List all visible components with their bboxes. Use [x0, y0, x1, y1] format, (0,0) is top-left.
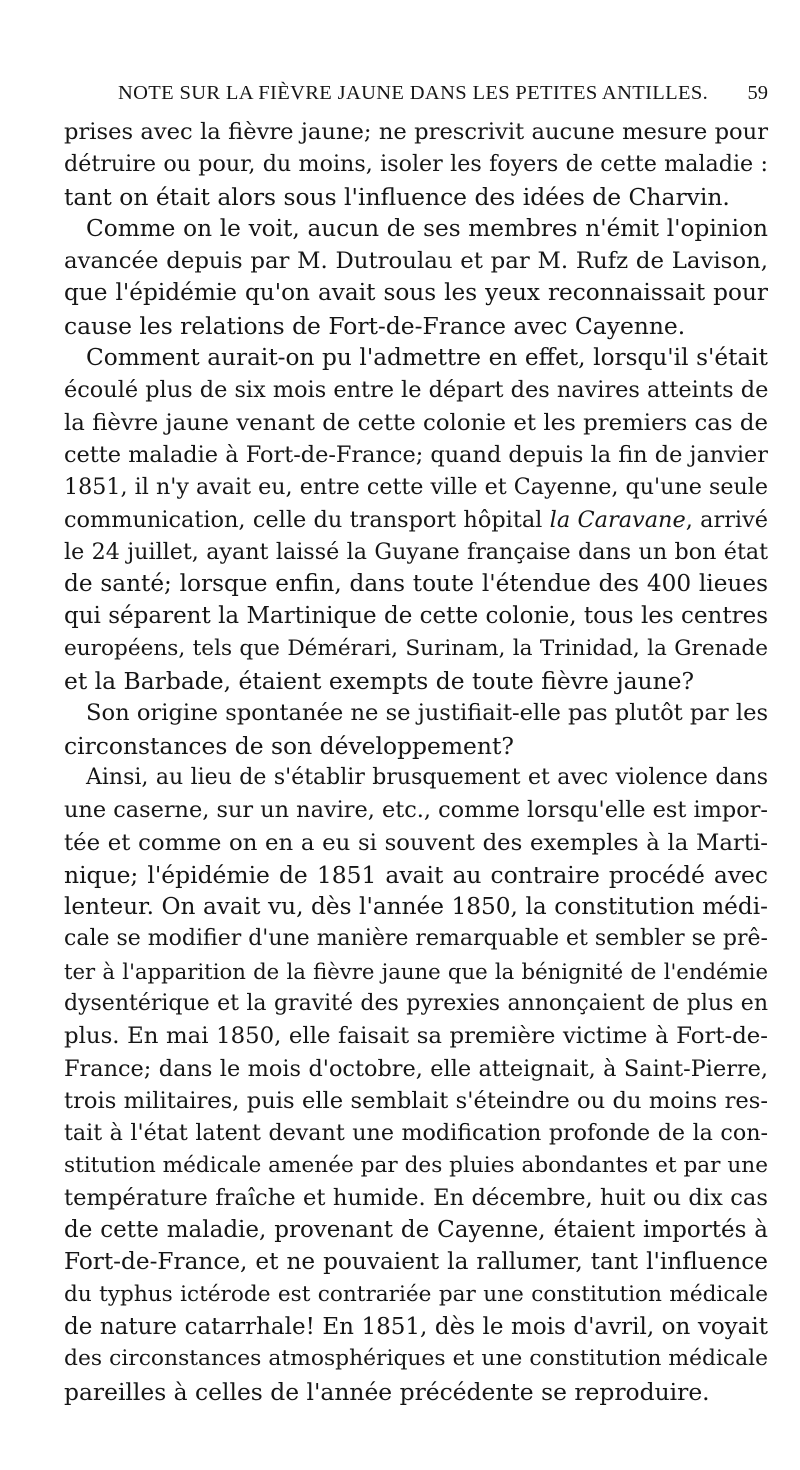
text-line: qui séparent la Martinique de cette colonie, tous les centres	[64, 603, 768, 630]
text-line: France; dans le mois d'octobre, elle atteignait, à Saint-Pierre,	[64, 1055, 768, 1082]
text-line: tait à l'état latent devant une modification profonde de la con-	[64, 1120, 768, 1147]
text-line: détruire ou pour, du moins, isoler les foyers de cette maladie :	[64, 151, 768, 178]
text-line: et la Barbade, étaient exempts de toute fièvre jaune?	[64, 667, 695, 696]
paragraph-first-line: Comme on le voit, aucun de ses membres n'émit l'opinion	[86, 214, 768, 242]
text-line: lenteur. On avait vu, dès l'année 1850, la constitution médi-	[64, 893, 768, 921]
line-segment: communication, celle du transport hôpital	[64, 506, 543, 533]
text-line: pareilles à celles de l'année précédente se reproduire.	[64, 1377, 710, 1406]
text-line: une caserne, sur un navire, etc., comme lorsqu'elle est impor-	[64, 797, 768, 824]
line-segment: , arrivé	[685, 506, 768, 533]
running-title: NOTE SUR LA FIÈVRE JAUNE DANS LES PETITES ANTILLES.	[118, 82, 709, 104]
text-line: circonstances de son développement?	[64, 731, 514, 760]
paragraph-first-line: Son origine spontanée ne se justifiait-elle pas plutôt par les	[86, 700, 769, 727]
text-line: le 24 juillet, ayant laissé la Guyane française dans un bon état	[64, 538, 768, 565]
text-line: des circonstances atmosphériques et une constitution médicale	[64, 1346, 768, 1372]
text-line: européens, tels que Démérari, Surinam, la Trinidad, la Grenade	[64, 635, 768, 661]
text-line: stitution médicale amenée par des pluies abondantes et par une	[64, 1152, 768, 1178]
text-line: cause les relations de Fort-de-France avec Cayenne.	[64, 311, 686, 340]
text-line: 1851, il n'y avait eu, entre cette ville et Cayenne, qu'une seule	[64, 474, 768, 501]
text-line: ter à l'apparition de la fièvre jaune que la bénignité de l'endémie	[64, 958, 768, 984]
paragraph-first-line: Ainsi, au lieu de s'établir brusquement et avec violence dans	[86, 764, 768, 790]
text-line: cale se modifier d'une manière remarquable et sembler se prê-	[64, 926, 768, 952]
text-line: dysentérique et la gravité des pyrexies annonçaient de plus en	[64, 991, 768, 1017]
text-line	[64, 504, 768, 536]
paragraph-first-line: Comment aurait-on pu l'admettre en effet, lorsqu'il s'était	[86, 344, 768, 372]
text-line: nique; l'épidémie de 1851 avait au contraire procédé avec	[64, 860, 768, 889]
text-line: cette maladie à Fort-de-France; quand depuis la fin de janvier	[64, 441, 768, 468]
text-line: de cette maladie, provenant de Cayenne, étaient importés à	[64, 1217, 768, 1244]
text-line: de santé; lorsque enfin, dans toute l'étendue des 400 lieues	[64, 570, 768, 598]
body-text	[64, 116, 768, 1408]
text-line: la fièvre jaune venant de cette colonie et les premiers cas de	[64, 409, 768, 436]
text-line: prises avec la fièvre jaune; ne prescrivit aucune mesure pour	[64, 119, 768, 145]
ship-name: la Caravane	[549, 506, 686, 533]
text-line: tant on était alors sous l'influence des idées de Charvin.	[64, 182, 730, 211]
text-line: trois militaires, puis elle semblait s'éteindre ou du moins res-	[64, 1087, 768, 1114]
text-line: écoulé plus de six mois entre le départ des navires atteints de	[64, 377, 769, 404]
text-line: Fort-de-France, et ne pouvaient la rallumer, tant l'influence	[64, 1248, 768, 1276]
text-line: du typhus ictérode est contrariée par une constitution médicale	[64, 1281, 768, 1307]
text-line: plus. En mai 1850, elle faisait sa première victime à Fort-de-	[64, 1023, 768, 1050]
text-line: température fraîche et humide. En décembre, huit ou dix cas	[64, 1184, 768, 1211]
page-number: 59	[747, 82, 768, 104]
text-line: tée et comme on en a eu si souvent des exemples à la Marti-	[64, 829, 768, 856]
text-line: de nature catarrhale! En 1851, dès le mois d'avril, on voyait	[64, 1313, 768, 1340]
running-head	[118, 78, 768, 108]
text-line: avancée depuis par M. Dutroulau et par M. Rufz de Lavison,	[64, 248, 768, 275]
text-line: que l'épidémie qu'on avait sous les yeux reconnaissait pour	[64, 279, 768, 307]
